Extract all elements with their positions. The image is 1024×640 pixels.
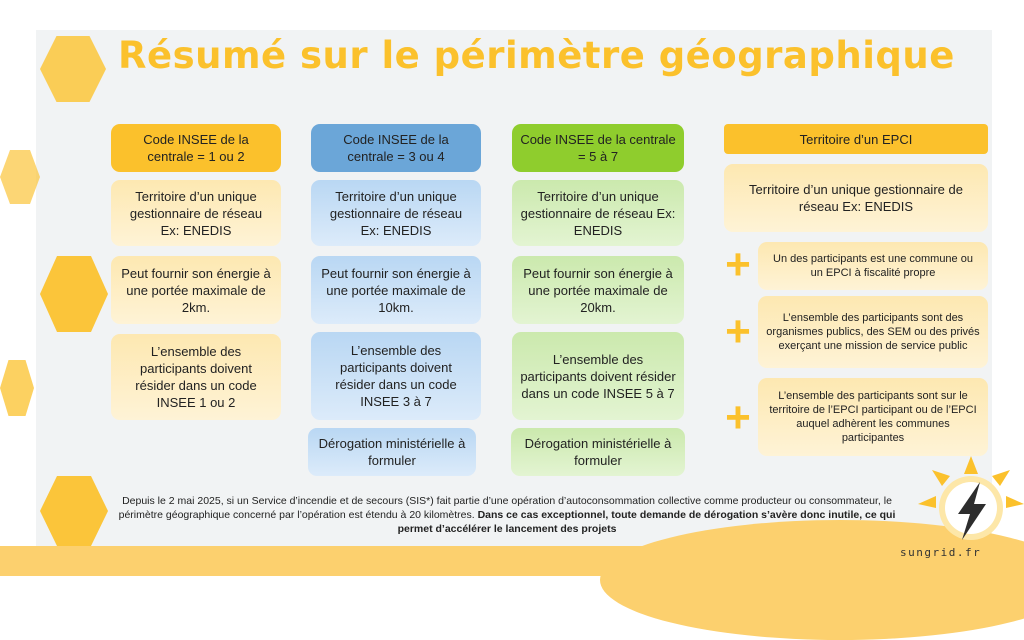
page-title: Résumé sur le périmètre géographique <box>118 34 955 77</box>
footnote <box>116 494 898 536</box>
decorative-hexagon <box>0 360 34 416</box>
brand-logo-text: sungrid.fr <box>900 546 982 559</box>
territory-card: Territoire d’un unique gestionnaire de réseau Ex: ENEDIS <box>311 180 481 246</box>
epci-header: Territoire d’un EPCI <box>724 124 988 154</box>
plus-icon: + <box>725 393 751 442</box>
column-header-insee-3-4: Code INSEE de la centrale = 3 ou 4 <box>311 124 481 172</box>
participants-card: L’ensemble des participants doivent résider dans un code INSEE 1 ou 2 <box>111 334 281 420</box>
plus-icon: + <box>725 307 751 356</box>
participants-card: L’ensemble des participants doivent résider dans un code INSEE 5 à 7 <box>512 332 684 420</box>
decorative-band <box>0 546 1024 576</box>
epci-condition-card: Un des participants est une commune ou un EPCI à fiscalité propre <box>758 242 988 290</box>
reach-card: Peut fournir son énergie à une portée maximale de 20km. <box>512 256 684 324</box>
epci-condition-card: L’ensemble des participants sont sur le territoire de l’EPCI participant ou de l’EPCI auquel adhèrent les communes participantes <box>758 378 988 456</box>
reach-card: Peut fournir son énergie à une portée maximale de 10km. <box>311 256 481 324</box>
derogation-card: Dérogation ministérielle à formuler <box>511 428 685 476</box>
plus-icon: + <box>725 240 751 289</box>
reach-card: Peut fournir son énergie à une portée maximale de 2km. <box>111 256 281 324</box>
decorative-hexagon <box>0 150 40 204</box>
derogation-card: Dérogation ministérielle à formuler <box>308 428 476 476</box>
epci-territory-card: Territoire d’un unique gestionnaire de réseau Ex: ENEDIS <box>724 164 988 232</box>
participants-card: L’ensemble des participants doivent résider dans un code INSEE 3 à 7 <box>311 332 481 420</box>
column-header-insee-1-2: Code INSEE de la centrale = 1 ou 2 <box>111 124 281 172</box>
footnote-text: Depuis le 2 mai 2025, si un Service d’incendie et de secours (SIS*) fait partie d’une opération d’autoconsommation collective comme producteur ou consommateur, le périmètre géographique concerné par l’opération est étendu à 20 kilomètres. <box>118 495 892 521</box>
footnote-bold-text: Dans ce cas exceptionnel, toute demande de dérogation s’avère donc inutile, ce qui permet d’accélérer le lancement des projets <box>397 509 896 535</box>
territory-card: Territoire d’un unique gestionnaire de réseau Ex: ENEDIS <box>111 180 281 246</box>
territory-card: Territoire d’un unique gestionnaire de réseau Ex: ENEDIS <box>512 180 684 246</box>
sun-lightning-icon <box>918 456 1024 548</box>
column-header-insee-5-7: Code INSEE de la centrale = 5 à 7 <box>512 124 684 172</box>
epci-condition-card: L’ensemble des participants sont des organismes publics, des SEM ou des privés exerçant une mission de service public <box>758 296 988 368</box>
